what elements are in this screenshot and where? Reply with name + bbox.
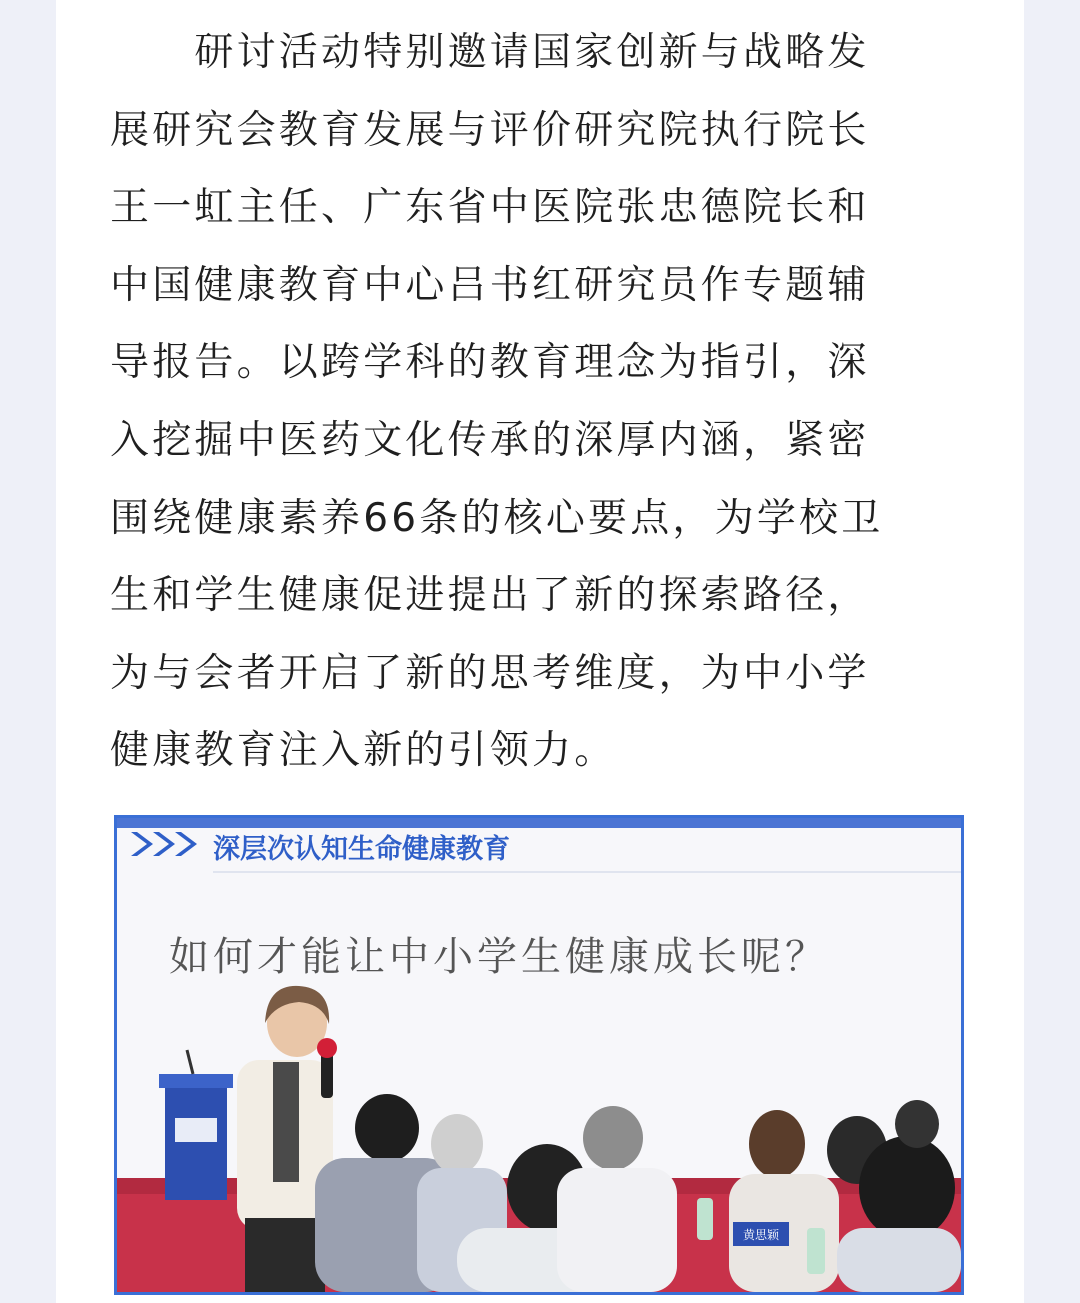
paragraph-line-3: 王一虹主任、广东省中医院张忠德院长和	[110, 185, 870, 231]
paragraph-line-6: 入挖掘中医药文化传承的深厚内涵，紧密	[110, 417, 870, 463]
microphone-icon	[317, 1038, 337, 1058]
nameplate-label: 黄思颖	[742, 1228, 780, 1242]
slide-heading: 深层次认知生命健康教育	[213, 834, 510, 865]
paragraph-line-9: 为与会者开启了新的思考维度，为中小学	[110, 650, 870, 696]
paragraph-line-2: 展研究会教育发展与评价研究院执行院长	[110, 107, 870, 153]
slide-question: 如何才能让中小学生健康成长呢？	[169, 934, 829, 980]
event-photo-illustration	[117, 818, 961, 1292]
screen-top-band	[117, 818, 961, 828]
paragraph-line-4: 中国健康教育中心吕书红研究员作专题辅	[110, 262, 870, 308]
paragraph-line-10: 健康教育注入新的引领力。	[110, 728, 617, 774]
paragraph-line-1: 研讨活动特别邀请国家创新与战略发	[110, 30, 870, 75]
article-page	[56, 0, 1024, 1303]
water-bottle	[697, 1198, 713, 1240]
event-photo	[114, 815, 964, 1295]
paragraph-line-8: 生和学生健康促进提出了新的探索路径，	[110, 573, 870, 619]
audience	[315, 1094, 961, 1292]
paragraph-line-7: 围绕健康素养66条的核心要点，为学校卫	[110, 495, 884, 541]
article-paragraph	[110, 14, 970, 790]
water-bottle	[807, 1228, 825, 1274]
paragraph-line-5: 导报告。以跨学科的教育理念为指引，深	[110, 340, 870, 386]
